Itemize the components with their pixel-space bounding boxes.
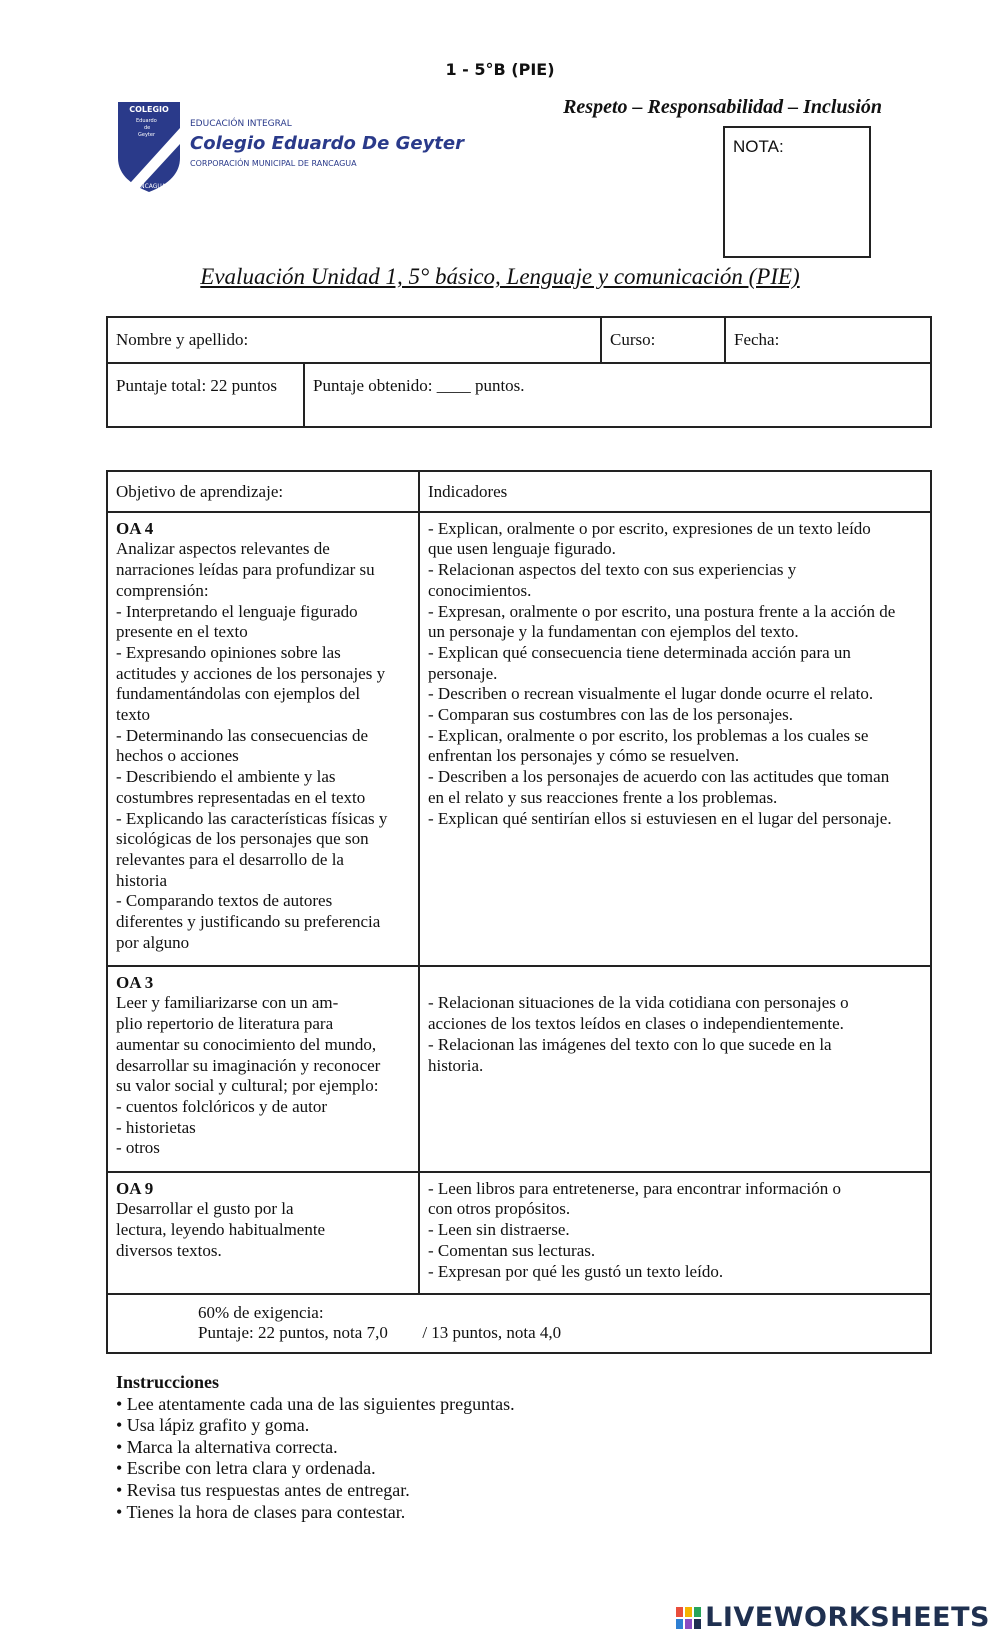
objective-line: fundamentándolas con ejemplos del <box>116 684 361 704</box>
obtained-score[interactable]: Puntaje obtenido: ____ puntos. <box>313 376 525 395</box>
max-score-text: Puntaje: 22 puntos, nota 7,0 <box>198 1323 388 1343</box>
objective-line: hechos o acciones <box>116 746 239 766</box>
indicator-line: - Explican qué sentirían ellos si estuviesen en el lugar del personaje. <box>428 808 892 828</box>
shield-text-4: Geyter <box>138 132 156 138</box>
logo-line-3: CORPORACIÓN MUNICIPAL DE RANCAGUA <box>190 159 357 168</box>
indicators-header: Indicadores <box>419 471 931 512</box>
objective-line: - Explicando las características físicas y <box>116 808 388 828</box>
liveworksheets-icon <box>676 1605 702 1627</box>
objectives-table <box>106 470 932 1354</box>
instruction-item: • Marca la alternativa correcta. <box>116 1436 338 1457</box>
objective-line: comprensión: <box>116 580 209 600</box>
requirement-row <box>107 1294 931 1353</box>
objective-code: OA 9 <box>116 1178 154 1198</box>
student-info-table <box>106 316 932 428</box>
indicator-line: - Describen a los personajes de acuerdo con las actitudes que toman <box>428 767 890 787</box>
objective-line: desarrollar su imaginación y reconocer <box>116 1055 381 1075</box>
grade-label: NOTA: <box>733 137 784 156</box>
objective-code: OA 4 <box>116 518 154 538</box>
instructions <box>116 1372 515 1523</box>
table-row <box>107 512 931 966</box>
objective-line: - Determinando las consecuencias de <box>116 725 369 745</box>
objective-line: por alguno <box>116 932 190 952</box>
objective-line: - cuentos folclóricos y de autor <box>116 1096 328 1116</box>
objective-line: - Expresando opiniones sobre las <box>116 642 341 662</box>
indicator-line: personaje. <box>428 663 498 683</box>
grade-box[interactable] <box>723 126 871 258</box>
objective-line: actitudes y acciones de los personajes y <box>116 663 386 683</box>
indicator-line: - Explican, oralmente o por escrito, los problemas a los cuales se <box>428 725 869 745</box>
instruction-item: • Lee atentamente cada una de las siguientes preguntas. <box>116 1393 515 1414</box>
objective-line: costumbres representadas en el texto <box>116 787 366 807</box>
table-row <box>107 966 931 1172</box>
objective-line: plio repertorio de literatura para <box>116 1014 334 1034</box>
logo-line-2: Colegio Eduardo De Geyter <box>190 133 464 154</box>
instruction-item: • Tienes la hora de clases para contestar. <box>116 1501 406 1522</box>
objective-line: lectura, leyendo habitualmente <box>116 1220 326 1240</box>
objective-line: narraciones leídas para profundizar su <box>116 560 375 580</box>
indicator-line: - Leen sin distraerse. <box>428 1220 570 1240</box>
liveworksheets-text: LIVEWORKSHEETS <box>705 1602 990 1633</box>
objective-line: Desarrollar el gusto por la <box>116 1199 294 1219</box>
objective-line: - otros <box>116 1138 160 1158</box>
indicator-line: - Explican qué consecuencia tiene determinada acción para un <box>428 642 851 662</box>
shield-text-5: RANCAGUA <box>132 183 166 190</box>
document-code: 1 - 5°B (PIE) <box>445 60 555 79</box>
indicator-line: - Explican, oralmente o por escrito, expresiones de un texto leído <box>428 518 871 538</box>
requirement-title: 60% de exigencia: <box>198 1302 324 1322</box>
objective-line: su valor social y cultural; por ejemplo: <box>116 1076 379 1096</box>
objective-line: diversos textos. <box>116 1240 222 1260</box>
objective-line: historia <box>116 870 167 890</box>
name-field[interactable]: Nombre y apellido: <box>107 317 601 363</box>
indicator-line: - Relacionan las imágenes del texto con lo que sucede en la <box>428 1034 832 1054</box>
indicator-line: que usen lenguaje figurado. <box>428 539 616 559</box>
objective-line: - historietas <box>116 1117 196 1137</box>
objective-line: diferentes y justificando su preferencia <box>116 912 381 932</box>
objectives-header: Objetivo de aprendizaje: <box>107 471 419 512</box>
objective-line: - Describiendo el ambiente y las <box>116 767 336 787</box>
instruction-item: • Escribe con letra clara y ordenada. <box>116 1458 376 1479</box>
indicator-line: enfrentan los personajes y cómo se resuelven. <box>428 746 740 766</box>
shield-text-2: Eduardo <box>136 118 157 124</box>
indicator-line: - Comentan sus lecturas. <box>428 1240 596 1260</box>
indicator-line: - Expresan por qué les gustó un texto leído. <box>428 1261 724 1281</box>
total-score: Puntaje total: 22 puntos <box>108 364 304 426</box>
objective-line: Analizar aspectos relevantes de <box>116 539 330 559</box>
indicator-line: - Relacionan aspectos del texto con sus experiencias y <box>428 560 797 580</box>
shield-text-1: COLEGIO <box>129 105 169 114</box>
indicator-line: - Relacionan situaciones de la vida cotidiana con personajes o <box>428 993 849 1013</box>
indicator-line: acciones de los textos leídos en clases o independientemente. <box>428 1014 844 1034</box>
liveworksheets-watermark <box>676 1602 990 1633</box>
objective-line: texto <box>116 705 150 725</box>
logo-line-1: EDUCACIÓN INTEGRAL <box>190 119 292 129</box>
objective-line: aumentar su conocimiento del mundo, <box>116 1034 377 1054</box>
date-field[interactable]: Fecha: <box>725 317 931 363</box>
instruction-item: • Usa lápiz grafito y goma. <box>116 1415 310 1436</box>
indicator-line: un personaje y la fundamentan con ejemplos del texto. <box>428 622 799 642</box>
objective-line: presente en el texto <box>116 622 248 642</box>
indicator-line: - Leen libros para entretenerse, para encontrar información o <box>428 1178 841 1198</box>
indicator-line: historia. <box>428 1055 484 1075</box>
objective-text <box>116 539 410 953</box>
table-row <box>107 1172 931 1294</box>
instruction-item: • Revisa tus respuestas antes de entregar. <box>116 1479 410 1500</box>
instructions-title: Instrucciones <box>116 1372 219 1392</box>
objective-line: sicológicas de los personajes que son <box>116 829 369 849</box>
course-field[interactable]: Curso: <box>601 317 725 363</box>
shield-text-3: de <box>144 125 151 131</box>
indicator-line: - Expresan, oralmente o por escrito, una postura frente a la acción de <box>428 601 896 621</box>
objective-code: OA 3 <box>116 972 154 992</box>
indicator-line: en el relato y sus reacciones frente a los problemas. <box>428 787 778 807</box>
indicator-line: conocimientos. <box>428 580 532 600</box>
indicator-line: - Comparan sus costumbres con las de los personajes. <box>428 705 793 725</box>
page-title: Evaluación Unidad 1, 5° básico, Lenguaje y comunicación (PIE) <box>200 264 800 289</box>
indicator-line: con otros propósitos. <box>428 1199 571 1219</box>
objective-line: relevantes para el desarrollo de la <box>116 849 344 869</box>
objective-line: - Comparando textos de autores <box>116 891 333 911</box>
objective-line: - Interpretando el lenguaje figurado <box>116 601 358 621</box>
school-logo <box>116 100 464 196</box>
indicator-list <box>428 519 922 830</box>
requirement-scores <box>198 1323 922 1344</box>
objective-line: Leer y familiarizarse con un am- <box>116 993 339 1013</box>
indicator-line: - Describen o recrean visualmente el lugar donde ocurre el relato. <box>428 684 874 704</box>
min-score-text: / 13 puntos, nota 4,0 <box>422 1323 562 1343</box>
school-motto: Respeto – Responsabilidad – Inclusión <box>563 96 882 118</box>
